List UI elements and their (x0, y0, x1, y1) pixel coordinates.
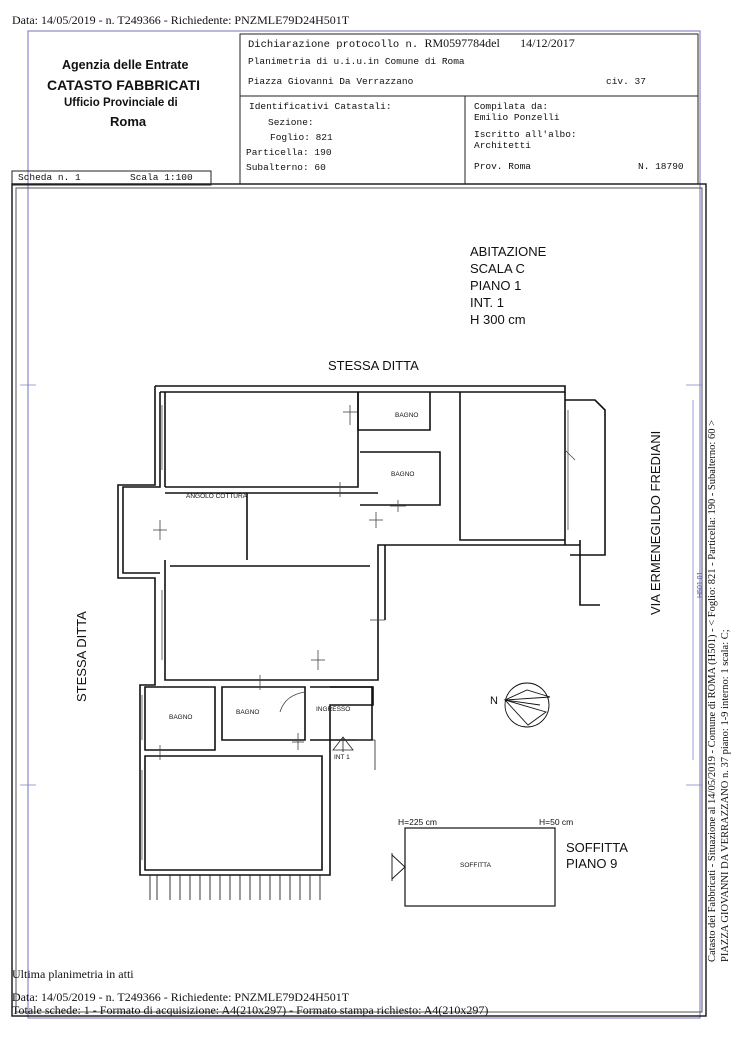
address-line: Piazza Giovanni Da Verrazzano (248, 76, 414, 87)
albo-value: Architetti (474, 140, 532, 151)
plan-title-line: INT. 1 (470, 295, 504, 310)
stamp-code: H501 01 (697, 571, 704, 598)
compass-north-label: N (490, 695, 498, 707)
civico: civ. 37 (606, 76, 646, 87)
office-label: Ufficio Provinciale di (64, 97, 178, 109)
compass-rose (505, 683, 550, 727)
subalterno: Subalterno: 60 (246, 162, 326, 173)
office-city: Roma (110, 114, 147, 129)
north-neighbor-label: STESSA DITTA (328, 358, 419, 373)
soffitta-height-left: H=225 cm (398, 817, 437, 827)
balcony-railing (150, 875, 320, 900)
apartment-walls (118, 386, 605, 875)
room-bagno: BAGNO (395, 412, 419, 419)
plan-title (470, 243, 546, 328)
room-bagno: BAGNO (391, 471, 415, 478)
albo-label: Iscritto all'albo: (474, 129, 577, 140)
side-situation-line: Catasto dei Fabbricati - Situazione al 14/05/2019 - Comune di ROMA (H501) - < Foglio: 821 - Particella: 190 - Subalterno: 60 > (707, 419, 718, 962)
declaration-number: RM0597784del (424, 36, 500, 50)
scheda-scale: Scala 1:100 (130, 172, 193, 183)
ultima-planimetria: Ultima planimetria in atti (12, 967, 134, 981)
identifiers-title: Identificativi Catastali: (249, 101, 392, 112)
room-bagno: BAGNO (169, 714, 193, 721)
plan-title-line: H 300 cm (470, 312, 526, 327)
plan-frame (12, 184, 706, 1016)
room-angolo-cottura: ANGOLO COTTURA (186, 493, 248, 500)
particella: Particella: 190 (246, 147, 332, 158)
prov: Prov. Roma (474, 161, 532, 172)
soffitta-title-line: SOFFITTA (566, 840, 628, 855)
room-bagno: BAGNO (236, 709, 260, 716)
plan-title-line: SCALA C (470, 261, 525, 276)
declaration-line (248, 36, 575, 51)
foglio: Foglio: 821 (270, 132, 333, 143)
street-label: VIA ERMENEGILDO FREDIANI (648, 430, 663, 615)
entrance-label: INT 1 (334, 754, 350, 761)
plan-title-line: PIANO 1 (470, 278, 522, 293)
footer-format-line: Totale schede: 1 - Formato di acquisizione: A4(210x297) - Formato stampa richiesto: A4(210x297) (12, 1003, 489, 1017)
scheda-number: Scheda n. 1 (18, 172, 81, 183)
agency-name: Agenzia delle Entrate (62, 58, 189, 72)
top-request-line: Data: 14/05/2019 - n. T249366 - Richiedente: PNZMLE79D24H501T (12, 13, 350, 27)
west-neighbor-label: STESSA DITTA (74, 611, 89, 702)
declaration-date: 14/12/2017 (520, 36, 575, 50)
compiler-name: Emilio Ponzelli (474, 112, 560, 123)
albo-number: N. 18790 (638, 161, 684, 172)
soffitta-height-right: H=50 cm (539, 817, 574, 827)
soffitta-title (566, 840, 628, 872)
footer-request-line: Data: 14/05/2019 - n. T249366 - Richiedente: PNZMLE79D24H501T (12, 990, 350, 1004)
plan-title-line: ABITAZIONE (470, 244, 547, 259)
soffitta-room-label: SOFFITTA (460, 862, 491, 869)
sezione: Sezione: (268, 117, 314, 128)
declaration-prefix: Dichiarazione protocollo n. (248, 39, 419, 51)
compiler-label: Compilata da: (474, 101, 549, 112)
planimetria-line: Planimetria di u.i.u.in Comune di Roma (248, 56, 465, 67)
catasto-title: CATASTO FABBRICATI (47, 77, 200, 93)
room-ingresso: INGRESSO (316, 706, 351, 713)
soffitta-title-line: PIANO 9 (566, 856, 618, 871)
side-address-line: PIAZZA GIOVANNI DA VERRAZZANO n. 37 piano: 1-9 interno: 1 scala: C; (720, 629, 731, 962)
